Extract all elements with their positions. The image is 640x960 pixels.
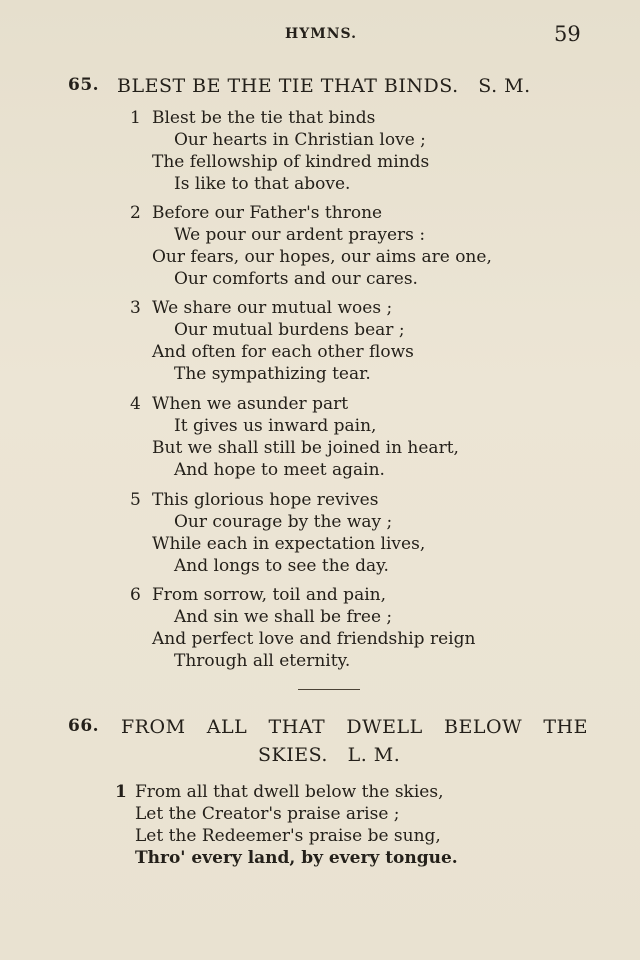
- stanza-line: Let the Creator's praise arise ;: [135, 804, 400, 824]
- stanza-line: When we asunder part: [152, 394, 349, 414]
- stanza-line: It gives us inward pain,: [174, 416, 377, 436]
- hymn-number: 65.: [68, 75, 100, 95]
- section-divider: [298, 689, 360, 690]
- stanza-line: The fellowship of kindred minds: [152, 152, 430, 172]
- stanza-number: 1: [130, 108, 141, 128]
- stanza-line: From sorrow, toil and pain,: [152, 585, 386, 605]
- hymn-number: 66.: [68, 716, 100, 736]
- stanza-line: Our fears, our hopes, our aims are one,: [152, 247, 492, 267]
- stanza-line: We pour our ardent prayers :: [174, 225, 426, 245]
- stanza-number: 5: [130, 490, 141, 510]
- page-number: 59: [554, 22, 581, 46]
- stanza-line: Our courage by the way ;: [174, 512, 393, 532]
- stanza-line: And perfect love and friendship reign: [152, 629, 476, 649]
- stanza-line: Our hearts in Christian love ;: [174, 130, 426, 150]
- running-head: HYMNS.: [285, 26, 358, 42]
- stanza-line: And longs to see the day.: [174, 556, 389, 576]
- stanza-line: Blest be the tie that binds: [152, 108, 376, 128]
- stanza-line: Through all eternity.: [174, 651, 351, 671]
- stanza-line: This glorious hope revives: [152, 490, 379, 510]
- stanza-line: The sympathizing tear.: [174, 364, 371, 384]
- stanza-line: And hope to meet again.: [174, 460, 385, 480]
- hymn-title-line-1: FROM ALL THAT DWELL BELOW THE: [121, 716, 588, 738]
- stanza-line: Our mutual burdens bear ;: [174, 320, 405, 340]
- stanza-line: Thro' every land, by every tongue.: [135, 848, 458, 868]
- stanza-line: And sin we shall be free ;: [174, 607, 393, 627]
- stanza-line: Before our Father's throne: [152, 203, 383, 223]
- stanza-number: 6: [130, 585, 141, 605]
- stanza-line: Our comforts and our cares.: [174, 269, 418, 289]
- stanza-line: Let the Redeemer's praise be sung,: [135, 826, 441, 846]
- hymn-title: BLEST BE THE TIE THAT BINDS. S. M.: [117, 75, 531, 97]
- hymn-title-line-2: SKIES. L. M.: [258, 744, 401, 766]
- stanza-number: 4: [130, 394, 141, 414]
- stanza-number: 1: [115, 782, 127, 802]
- stanza-number: 3: [130, 298, 141, 318]
- stanza-line: And often for each other flows: [152, 342, 414, 362]
- stanza-line: But we shall still be joined in heart,: [152, 438, 459, 458]
- stanza-line: While each in expectation lives,: [152, 534, 426, 554]
- stanza-line: From all that dwell below the skies,: [135, 782, 444, 802]
- stanza-line: Is like to that above.: [174, 174, 351, 194]
- stanza-number: 2: [130, 203, 141, 223]
- stanza-line: We share our mutual woes ;: [152, 298, 393, 318]
